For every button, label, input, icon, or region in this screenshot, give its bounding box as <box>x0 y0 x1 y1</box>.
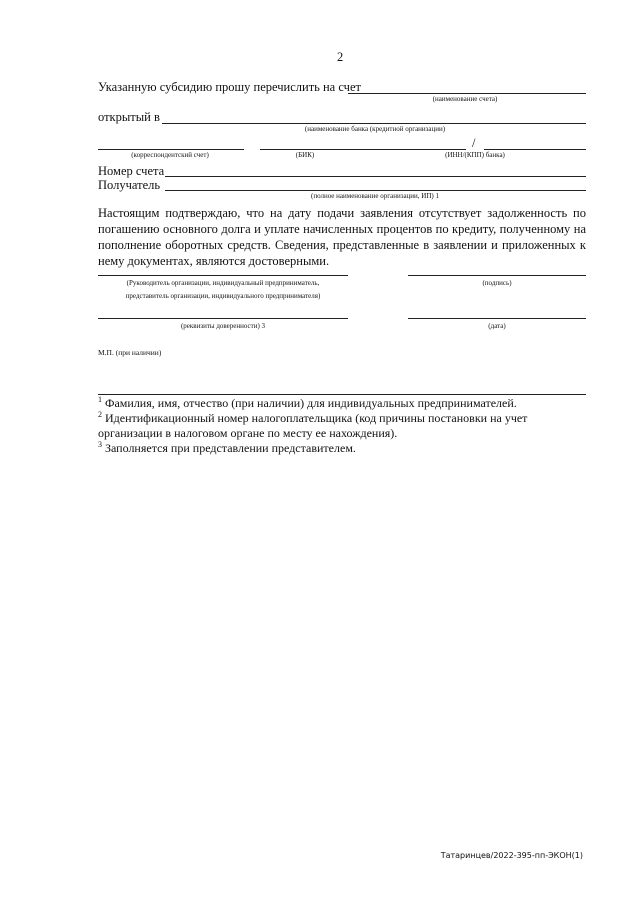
page-number: 2 <box>337 50 344 64</box>
account-number-label: Номер счета <box>98 164 165 178</box>
recipient-caption: (полное наименование организации, ИП) 1 <box>311 192 439 200</box>
footnote-3: $^3$ Заполняется при представлении представителем. <box>98 440 356 455</box>
head-caption-line-1: (Руководитель организации, индивидуальный предприниматель, <box>126 279 320 287</box>
proxy-details-field[interactable] <box>98 318 348 319</box>
document-id: Татаринцев/2022-395-пп-ЭКОН(1) <box>440 851 583 860</box>
corr-account-field[interactable] <box>98 149 244 150</box>
footnote-2: $^2$ Идентификационный номер налогоплательщика (код причины постановки на учет организации в налоговом органе по месту ее нахождения). <box>98 410 528 440</box>
corr-account-caption: (корреспондентский счет) <box>131 151 209 159</box>
account-name-caption: (наименование счета) <box>432 95 498 103</box>
slash-separator: / <box>472 136 476 150</box>
bank-name-caption: (наименование банка (кредитной организации) <box>304 125 446 133</box>
transfer-request-label: Указанную субсидию прошу перечислить на счет <box>98 80 361 94</box>
recipient-field[interactable] <box>165 190 586 191</box>
date-field[interactable] <box>408 318 586 319</box>
footnotes <box>98 396 586 456</box>
footnote-1: $^1$ Фамилия, имя, отчество (при наличии) для индивидуальных предпринимателей. <box>98 395 517 410</box>
signature-caption: (подпись) <box>482 279 512 287</box>
bik-caption: (БИК) <box>295 151 315 159</box>
proxy-caption: (реквизиты доверенности) 3 <box>180 322 266 330</box>
head-caption-line-2: представитель организации, индивидуального предпринимателя) <box>125 292 321 300</box>
recipient-label: Получатель <box>98 178 161 192</box>
inn-kpp-caption: (ИНН/(КПП) банка) <box>445 151 505 159</box>
signature-field[interactable] <box>408 275 586 276</box>
account-number-field[interactable] <box>165 176 586 177</box>
bik-field[interactable] <box>260 149 466 150</box>
opened-in-label: открытый в <box>98 110 160 124</box>
bank-name-field[interactable] <box>162 123 586 124</box>
date-caption: (дата) <box>488 322 506 330</box>
account-name-field[interactable] <box>348 93 586 94</box>
footnote-separator <box>98 394 586 395</box>
head-name-field[interactable] <box>98 275 348 276</box>
stamp-label: М.П. (при наличии) <box>98 348 162 357</box>
inn-kpp-field[interactable] <box>484 149 586 150</box>
confirmation-paragraph: Настоящим подтверждаю, что на дату подачи заявления отсутствует задолженность по погашению основного долга и уплате начисленных процентов по кредиту, полученному на пополнение оборотных средств. Сведения, представленные в заявлении и приложенных к нему документах, являются достоверными. <box>98 206 586 268</box>
